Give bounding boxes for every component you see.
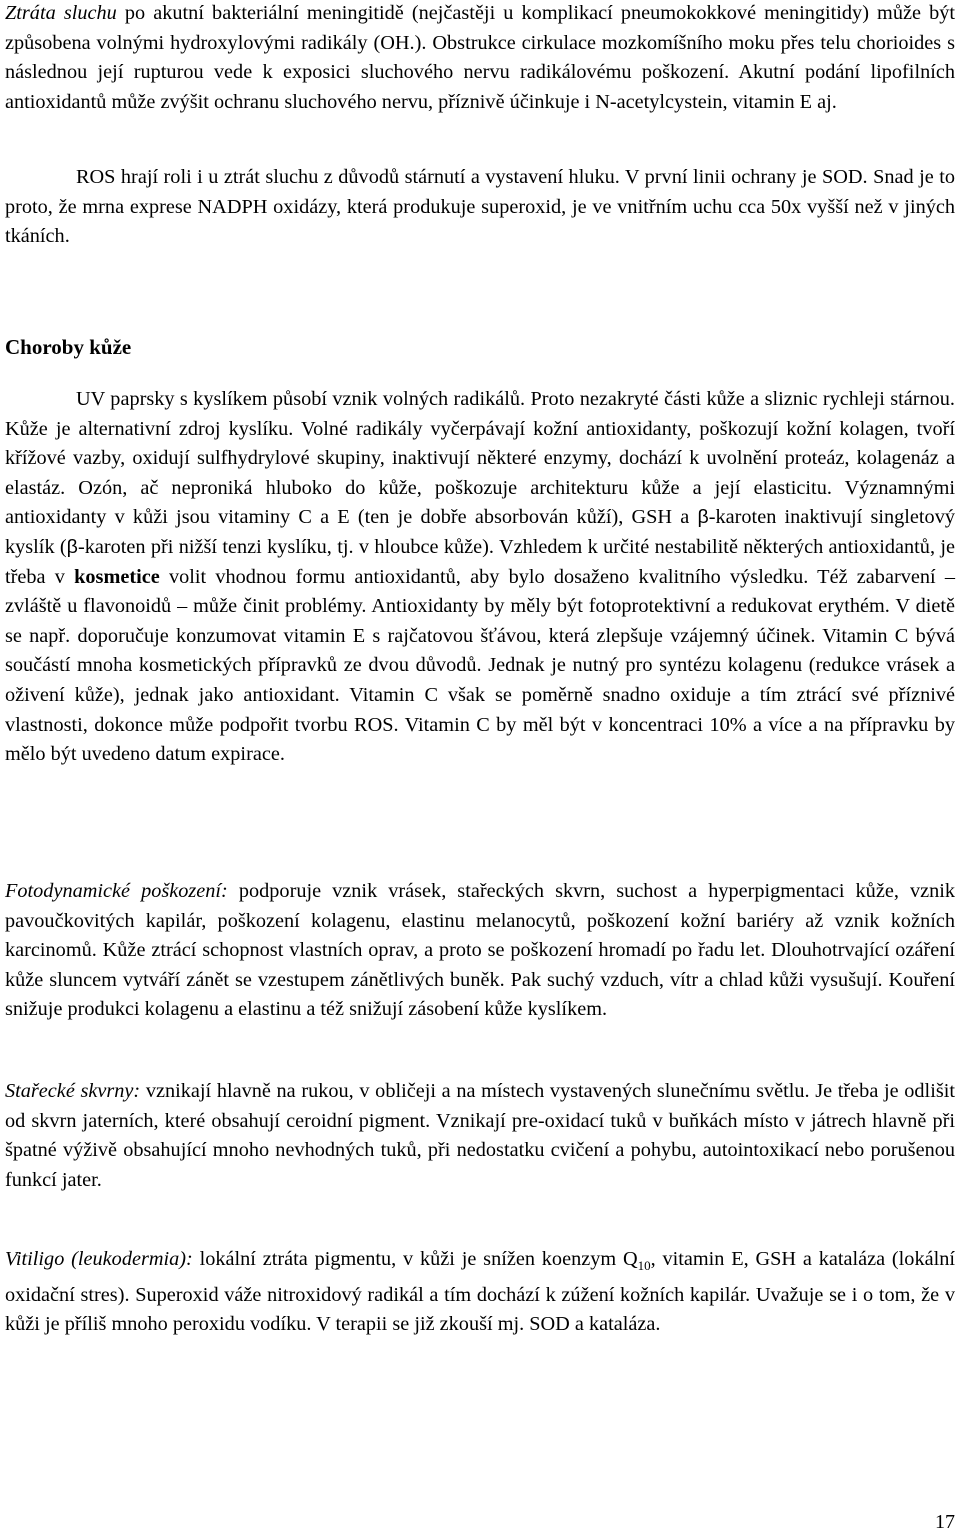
paragraph-photodynamic-text: podporuje vznik vrásek, stařeckých skvrn, suchost a hyperpigmentaci kůže, vznik pavoučkovitých kapilár, poškození kolagenu, elastinu melanocytů, poškození kožní bariéry až vznik kožních karcinomů. Kůže ztrácí schopnost vlastních oprav, a proto se poškození hromadí po řadu let. Dlouhotrvající ozáření kůže sluncem vytváří zánět se vzestupem zánětlivých buněk. Pak suchý vzduch, vítr a chlad kůži vysušují. Kouření snižuje produkci kolagenu a elastinu a též snižují zásobení kůže kyslíkem. (5, 880, 956, 1021)
paragraph-age-spots (5, 1077, 955, 1195)
term-age-spots: Stařecké skvrny: (5, 1080, 141, 1102)
section-heading: Choroby kůže (5, 335, 132, 359)
beta-symbol: β (66, 535, 78, 558)
paragraph-vitiligo-text-a: lokální ztráta pigmentu, v kůži je snížen koenzym Q (192, 1248, 638, 1270)
term-vitiligo: Vitiligo (leukodermia): (5, 1248, 193, 1270)
page-number: 17 (935, 1511, 955, 1533)
term-photodynamic: Fotodynamické poškození: (5, 880, 228, 902)
paragraph-uv-text-d: volit vhodnou formu antioxidantů, aby bylo dosaženo kvalitního výsledku. Též zabarvení – zvláště u flavonoidů – může činit problémy. Antioxidanty by měly být fotoprotektivní a redukovat erythém. V dietě se např. doporučuje konzumovat vitamin E s rajčatovou šťávou, která zlepšuje vzájemný účinek. Vitamin C bývá součástí mnoha kosmetických přípravků ze dvou důvodů. Jednak je nutný pro syntézu kolagenu (redukce vrásek a oživení kůže), jednak jako antioxidant. Vitamin C však se poměrně snadno oxiduje a tím ztrácí své příznivé vlastnosti, dokonce může podpořit tvorbu ROS. Vitamin C by měl být v koncentraci 10% a více a na přípravku by mělo být uvedeno datum expirace. (5, 565, 955, 766)
paragraph-ros (5, 163, 955, 252)
paragraph-ros-text-a: ROS hrají roli i u ztrát sluchu z důvodů stárnutí a vystavení hluku. V první linii ochrany je SOD. (76, 166, 868, 188)
term-hearing-loss: Ztráta sluchu (5, 2, 117, 24)
paragraph-uv-text-b: -karoten inaktivují singletový kyslík ( (5, 506, 955, 558)
paragraph-hearing-loss-text: po akutní bakteriální meningitidě (nejčastěji u komplikací pneumokokkové meningitidy) může být způsobena volnými hydroxylovými radikály (OH.). Obstrukce cirkulace mozkomíšního moku přes telu chorioides s následnou její rupturou vede k exposici sluchového nervu radikálovému poškození. Akutní podání lipofilních antioxidantů může zvýšit ochranu sluchového nervu, příznivě účinkuje i N-acetylcystein, vitamin E aj. (5, 2, 955, 113)
subscript-10: 10 (637, 1258, 651, 1274)
paragraph-vitiligo (5, 1245, 955, 1340)
paragraph-uv-text-c: -karoten při nižší tenzi kyslíku, tj. v hloubce kůže). Vzhledem k určité nestabilitě některých antioxidantů, je třeba v (5, 535, 955, 588)
bold-term-cosmetics: kosmetice (74, 565, 160, 588)
paragraph-ros-text-b: Snad je to proto, že mrna expresе NADPH oxidázy, která produkuje superoxid, je ve vnitřním uchu cca 50x vyšší než v jiných tkáních. (5, 166, 956, 248)
paragraph-age-spots-text: vznikají hlavně na rukou, v obličeji a na místech vystavených slunečnímu světlu. Je třeba je odlišit od skvrn jaterních, které obsahují ceroidní pigment. Vznikají pre-oxidací tuků v buňkách místo v játrech hlavně při špatné výživě obsahující mnoho nevhodných tuků, při nedostatku cvičení a pohybu, autointoxikací nebo porušenou funkcí jater. (5, 1080, 955, 1191)
paragraph-uv-text-a: UV paprsky s kyslíkem působí vznik volných radikálů. Proto nezakryté části kůže a sliznic rychleji stárnou. Kůže je alternativní zdroj kyslíku. Volné radikály vyčerpávají kožní antioxidanty, poškozují kožní kolagen, tvoří křížové vazby, oxidují sulfhydrylové skupiny, inaktivují některé enzymy, dochází k uvolnění proteáz, kolagenáz a elastáz. Ozón, ač neproniká hluboko do kůže, poškozuje architekturu kůže a její elasticitu. Významnými antioxidanty v kůži jsou vitaminy C a E (ten je dobře absorbován kůží), GSH a (5, 388, 955, 529)
paragraph-hearing-loss (5, 0, 955, 117)
beta-symbol: β (697, 506, 709, 529)
paragraph-uv (5, 385, 955, 770)
paragraph-photodynamic (5, 877, 955, 1025)
paragraph-vitiligo-text-b: , vitamin E, GSH a kataláza (lokální oxidační stres). Superoxid váže nitroxidový radikál a tím dochází k zúžení kožních kapilár. Uvažuje se i o tom, že v kůži je příliš mnoho peroxidu vodíku. V terapii se již zkouší mj. SOD a kataláza. (5, 1248, 956, 1336)
